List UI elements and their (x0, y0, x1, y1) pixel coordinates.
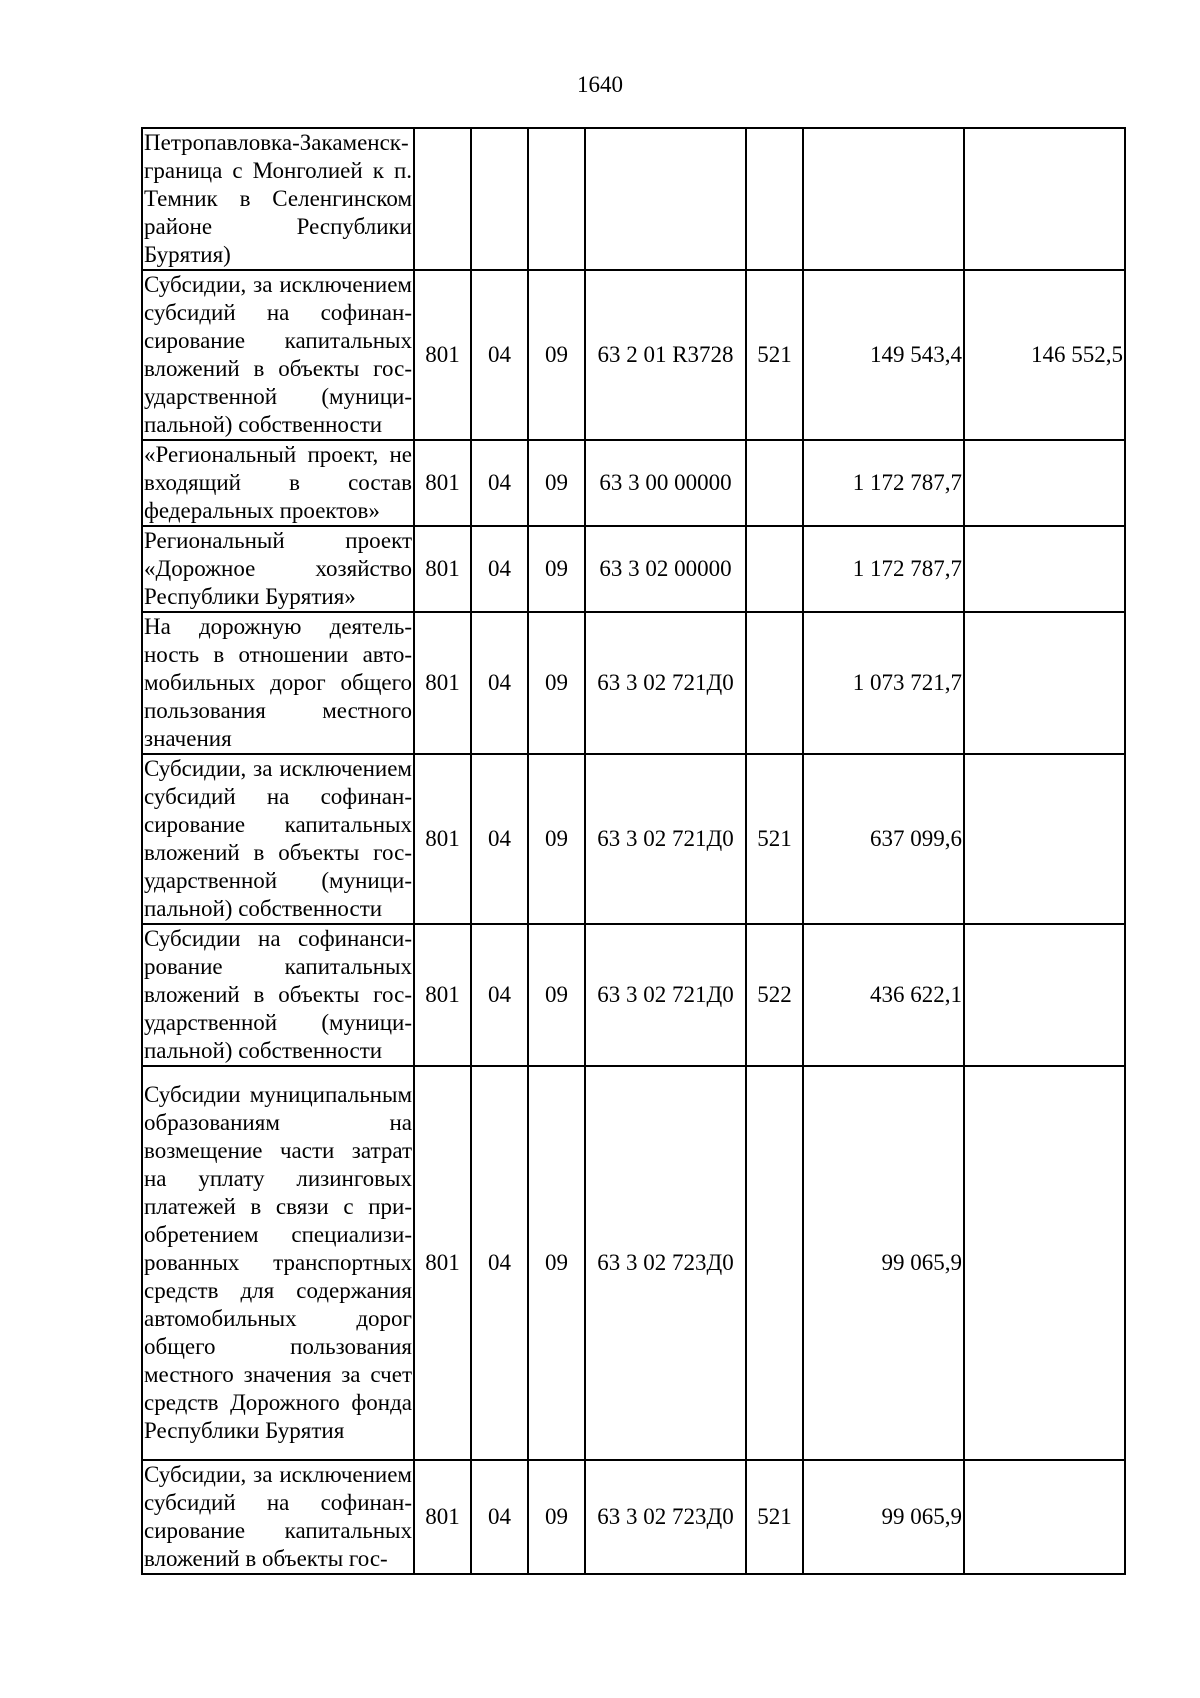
amount-1: 149 543,4 (803, 270, 964, 440)
ministry-code: 801 (414, 1460, 471, 1574)
section-code: 04 (471, 1066, 528, 1460)
table-row (142, 526, 1125, 612)
ministry-code (414, 128, 471, 270)
subsection-code: 09 (528, 1066, 585, 1460)
amount-2 (964, 128, 1125, 270)
amount-1: 1 172 787,7 (803, 440, 964, 526)
section-code: 04 (471, 612, 528, 754)
expense-type: 521 (746, 754, 803, 924)
row-name: Петропавловка-Закаменск-граница с Монголией к п. Темник в Селенгинском районе Республики Бурятия) (142, 128, 414, 270)
section-code: 04 (471, 270, 528, 440)
expense-type (746, 440, 803, 526)
target-article (585, 128, 746, 270)
budget-table (141, 127, 1126, 1575)
expense-type: 522 (746, 924, 803, 1066)
expense-type (746, 128, 803, 270)
subsection-code (528, 128, 585, 270)
table-row (142, 440, 1125, 526)
target-article: 63 3 02 721Д0 (585, 754, 746, 924)
subsection-code: 09 (528, 526, 585, 612)
target-article: 63 2 01 R3728 (585, 270, 746, 440)
ministry-code: 801 (414, 440, 471, 526)
section-code: 04 (471, 526, 528, 612)
amount-2 (964, 1460, 1125, 1574)
row-name: Субсидии муниципальным образованиям на возмещение части затрат на уплату лизинговых платежей в связи с приобретением специализированных транспортных средств для содержания автомобильных дорог общего пользования местного значения за счет средств Дорожного фонда Республики Бурятия (142, 1066, 414, 1460)
target-article: 63 3 02 721Д0 (585, 924, 746, 1066)
target-article: 63 3 00 00000 (585, 440, 746, 526)
target-article: 63 3 02 723Д0 (585, 1066, 746, 1460)
amount-2 (964, 754, 1125, 924)
amount-1 (803, 128, 964, 270)
row-name: На дорожную деятельность в отношении автомобильных дорог общего пользования местного значения (142, 612, 414, 754)
subsection-code: 09 (528, 924, 585, 1066)
row-name: Субсидии на софинансирование капитальных вложений в объекты государственной (муниципальной) собственности (142, 924, 414, 1066)
ministry-code: 801 (414, 270, 471, 440)
subsection-code: 09 (528, 1460, 585, 1574)
amount-1: 436 622,1 (803, 924, 964, 1066)
table-row (142, 612, 1125, 754)
row-name: Субсидии, за исключением субсидий на софинансирование капитальных вложений в объекты государственной (муниципальной) собственности (142, 270, 414, 440)
ministry-code: 801 (414, 754, 471, 924)
amount-2 (964, 612, 1125, 754)
ministry-code: 801 (414, 1066, 471, 1460)
ministry-code: 801 (414, 924, 471, 1066)
section-code: 04 (471, 754, 528, 924)
subsection-code: 09 (528, 612, 585, 754)
expense-type: 521 (746, 270, 803, 440)
target-article: 63 3 02 00000 (585, 526, 746, 612)
amount-2 (964, 924, 1125, 1066)
table-row (142, 270, 1125, 440)
amount-1: 637 099,6 (803, 754, 964, 924)
row-name: Субсидии, за исключением субсидий на софинансирование капитальных вложений в объекты гос- (142, 1460, 414, 1574)
ministry-code: 801 (414, 612, 471, 754)
section-code: 04 (471, 924, 528, 1066)
subsection-code: 09 (528, 754, 585, 924)
target-article: 63 3 02 721Д0 (585, 612, 746, 754)
row-name: «Региональный проект, не входящий в состав федеральных проектов» (142, 440, 414, 526)
amount-2 (964, 1066, 1125, 1460)
amount-2: 146 552,5 (964, 270, 1125, 440)
ministry-code: 801 (414, 526, 471, 612)
table-row (142, 754, 1125, 924)
subsection-code: 09 (528, 270, 585, 440)
section-code (471, 128, 528, 270)
amount-2 (964, 526, 1125, 612)
section-code: 04 (471, 440, 528, 526)
amount-1: 99 065,9 (803, 1066, 964, 1460)
table-row (142, 1460, 1125, 1574)
section-code: 04 (471, 1460, 528, 1574)
row-name: Региональный проект «Дорожное хозяйство Республики Бурятия» (142, 526, 414, 612)
expense-type (746, 526, 803, 612)
table-row (142, 128, 1125, 270)
target-article: 63 3 02 723Д0 (585, 1460, 746, 1574)
subsection-code: 09 (528, 440, 585, 526)
amount-1: 99 065,9 (803, 1460, 964, 1574)
amount-1: 1 172 787,7 (803, 526, 964, 612)
page-number: 1640 (577, 72, 623, 97)
amount-2 (964, 440, 1125, 526)
expense-type: 521 (746, 1460, 803, 1574)
table-row (142, 924, 1125, 1066)
table-row (142, 1066, 1125, 1460)
expense-type (746, 1066, 803, 1460)
expense-type (746, 612, 803, 754)
row-name: Субсидии, за исключением субсидий на софинансирование капитальных вложений в объекты государственной (муниципальной) собственности (142, 754, 414, 924)
amount-1: 1 073 721,7 (803, 612, 964, 754)
